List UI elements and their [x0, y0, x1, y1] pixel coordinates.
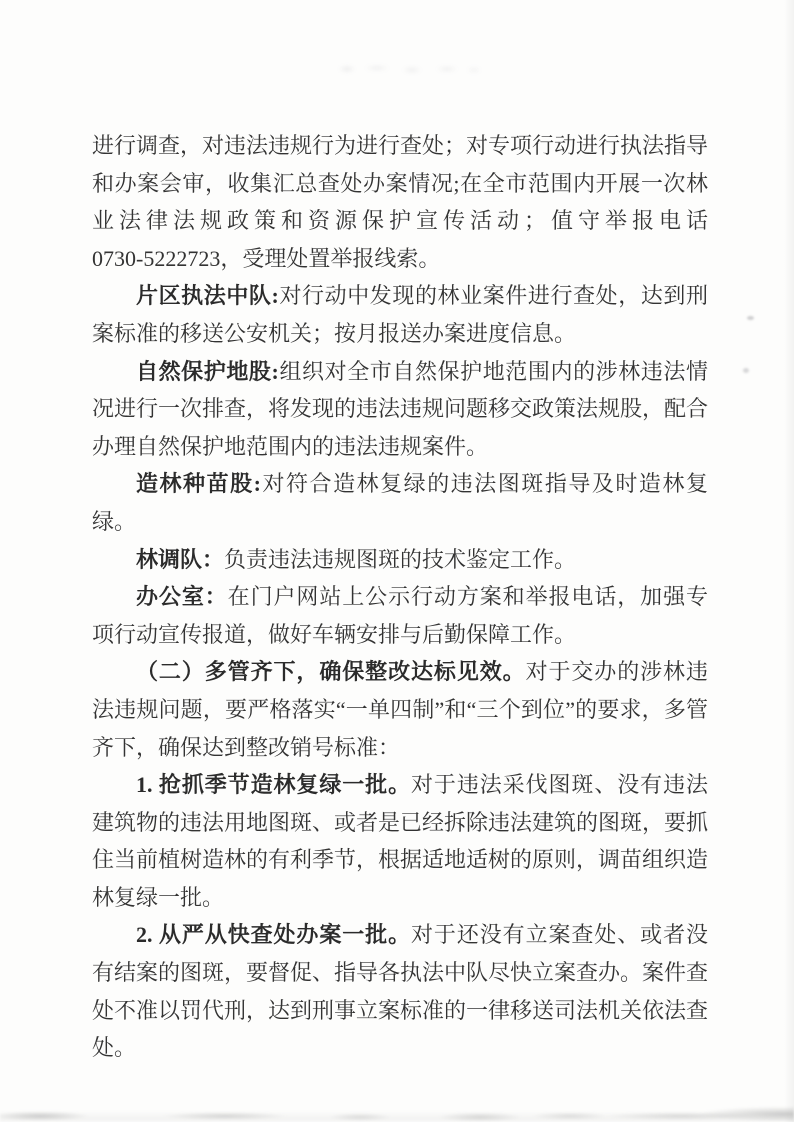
paragraph-text: 对于还没有立案查处、或者没有结案的图斑，要督促、指导各执法中队尽快立案查办。案件查处不准以罚代刑，达到刑事立案标准的一律移送司法机关依法查处。	[92, 922, 709, 1061]
paragraph-section-two-rectification	[92, 653, 708, 766]
paragraph-text: 对符合造林复绿的违法图斑指导及时造林复绿。	[92, 471, 708, 534]
paragraph-duty-overview	[92, 127, 708, 277]
paragraph-text: 进行调查，对违法违规行为进行查处；对专项行动进行执法指导和办案会审，收集汇总查处办案情况;在全市范围内开展一次林业法律法规政策和资源保护宣传活动；值守举报电话	[92, 133, 709, 234]
scan-bleed-through-artifact	[332, 60, 487, 78]
paragraph-lead: 1. 抢抓季节造林复绿一批。	[136, 772, 411, 798]
paragraph-lead: 林调队：	[136, 546, 225, 572]
paragraph-lead: 片区执法中队:	[136, 283, 279, 309]
scan-speck-artifact	[743, 368, 749, 373]
paragraph-text: 对于交办的涉林违法违规问题，要严格落实“一单四制”和“三个到位”的要求，多管齐下，确保达到整改销号标准：	[92, 659, 708, 760]
paragraph-lead: 自然保护地股:	[136, 358, 279, 384]
paragraph-lead: 造林种苗股:	[136, 471, 261, 497]
scan-speck-artifact	[747, 316, 754, 320]
hotline-number: 0730-5222723	[92, 245, 221, 271]
document-body-text	[92, 127, 708, 1067]
paragraph-nature-reserve-section	[92, 353, 708, 466]
scan-bottom-edge-shadow	[0, 1102, 794, 1122]
paragraph-text: 在门户网站上公示行动方案和举报电话，加强专项行动宣传报道，做好车辆安排与后勤保障工作。	[92, 584, 708, 647]
paragraph-text: 组织对全市自然保护地范围内的涉林违法情况进行一次排查，将发现的违法违规问题移交政策法规股，配合办理自然保护地范围内的违法违规案件。	[92, 358, 709, 459]
paragraph-afforestation-seedling-section	[92, 465, 708, 540]
paragraph-text: 负责违法违规图斑的技术鉴定工作。	[224, 546, 577, 572]
paragraph-text: 对于违法采伐图斑、没有违法建筑物的违法用地图斑、或者是已经拆除违法建筑的图斑，要抓住当前植树造林的有利季节，根据适地适树的原则，调苗组织造林复绿一批。	[92, 772, 709, 910]
paragraph-lead: 办公室：	[136, 584, 228, 610]
paragraph-lead: （二）多管齐下，确保整改达标见效。	[136, 659, 526, 685]
paragraph-district-enforcement-team	[92, 277, 708, 352]
paragraph-text: ，受理处置举报线索。	[220, 245, 441, 271]
paragraph-item-1-replanting	[92, 766, 708, 916]
paragraph-item-2-case-handling	[92, 916, 708, 1066]
paragraph-forest-survey-team	[92, 541, 708, 579]
paragraph-text: 对行动中发现的林业案件进行查处，达到刑案标准的移送公安机关；按月报送办案进度信息。	[92, 283, 708, 346]
paragraph-general-office	[92, 578, 708, 653]
scan-right-edge-shadow	[784, 0, 794, 1122]
paragraph-lead: 2. 从严从快查处办案一批。	[136, 922, 411, 948]
